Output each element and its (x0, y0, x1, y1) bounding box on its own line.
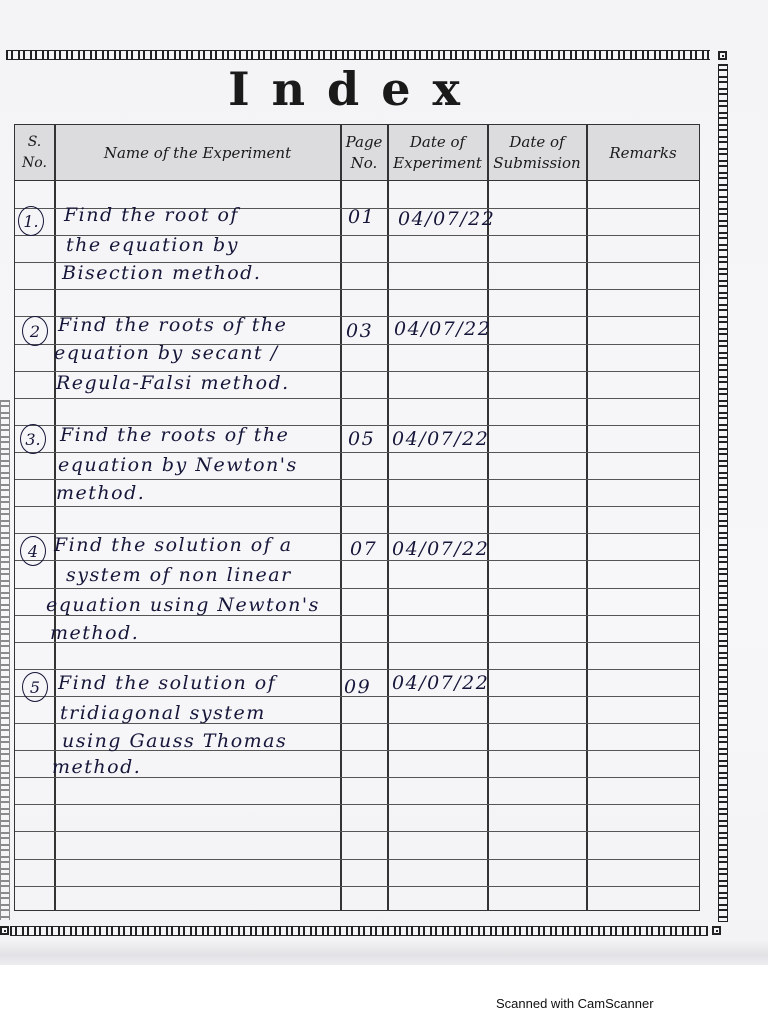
entry-date-experiment: 04/07/22 (392, 672, 490, 694)
entry-date-experiment: 04/07/22 (398, 208, 496, 230)
entry-name-line: the equation by (66, 234, 239, 256)
top-right-corner-ornament (718, 51, 727, 60)
header-name: Name of the Experiment (103, 143, 292, 162)
entry-page: 05 (348, 428, 376, 450)
bottom-right-corner-ornament (712, 926, 721, 935)
entry-date-experiment: 04/07/22 (392, 428, 490, 450)
entry-name-line: Find the roots of the (60, 424, 290, 446)
entry-page: 01 (348, 206, 376, 228)
bottom-left-corner-ornament (0, 926, 9, 935)
entry-name-line: equation using Newton's (46, 594, 320, 616)
left-border-ornament (0, 400, 10, 920)
scan-margin (0, 965, 768, 1024)
page-title: Index (228, 62, 482, 116)
entry-name-line: method. (52, 756, 142, 778)
ruled-line (15, 859, 699, 860)
entry-number: 4 (20, 536, 46, 566)
column-divider (340, 125, 342, 910)
ruled-line (15, 588, 699, 589)
ruled-line (15, 669, 699, 670)
ruled-line (15, 452, 699, 453)
entry-name-line: Find the root of (64, 204, 239, 226)
entry-name-line: Regula-Falsi method. (56, 372, 290, 394)
header-remarks: Remarks (609, 143, 677, 162)
entry-name-line: equation by secant / (54, 342, 279, 364)
column-divider (54, 125, 56, 910)
entry-number: 1. (18, 206, 44, 236)
entry-number: 5 (22, 672, 48, 702)
entry-name-line: method. (56, 482, 146, 504)
entry-page: 03 (346, 320, 374, 342)
scanner-watermark: Scanned with CamScanner (496, 996, 654, 1011)
column-divider (387, 125, 389, 910)
entry-name-line: tridiagonal system (60, 702, 266, 724)
ruled-line (15, 804, 699, 805)
entry-name-line: Find the solution of a (54, 534, 293, 556)
entry-name-line: system of non linear (66, 564, 292, 586)
entry-number: 3. (20, 424, 46, 454)
ruled-line (15, 479, 699, 480)
header-sno: S. No. (22, 134, 47, 171)
entry-date-experiment: 04/07/22 (394, 318, 492, 340)
ruled-line (15, 289, 699, 290)
ruled-line (15, 506, 699, 507)
bottom-border-ornament (10, 926, 708, 936)
ruled-line (15, 560, 699, 561)
entry-name-line: using Gauss Thomas (62, 730, 288, 752)
column-divider (487, 125, 489, 910)
ruled-line (15, 831, 699, 832)
entry-name-line: Find the solution of (58, 672, 277, 694)
header-date-submission: Date of Submission (493, 133, 581, 172)
header-date-experiment: Date of Experiment (393, 133, 482, 172)
entry-number: 2 (22, 316, 48, 346)
entry-page: 07 (350, 538, 378, 560)
entry-name-line: method. (50, 622, 140, 644)
entry-page: 09 (344, 676, 372, 698)
entry-date-experiment: 04/07/22 (392, 538, 490, 560)
header-page: Page No. (345, 133, 383, 172)
top-border-ornament (6, 50, 710, 60)
ruled-line (15, 398, 699, 399)
ruled-line (15, 886, 699, 887)
entry-name-line: Bisection method. (62, 262, 262, 284)
entry-name-line: Find the roots of the (58, 314, 288, 336)
right-border-ornament (718, 64, 728, 922)
entry-name-line: equation by Newton's (58, 454, 298, 476)
column-divider (586, 125, 588, 910)
